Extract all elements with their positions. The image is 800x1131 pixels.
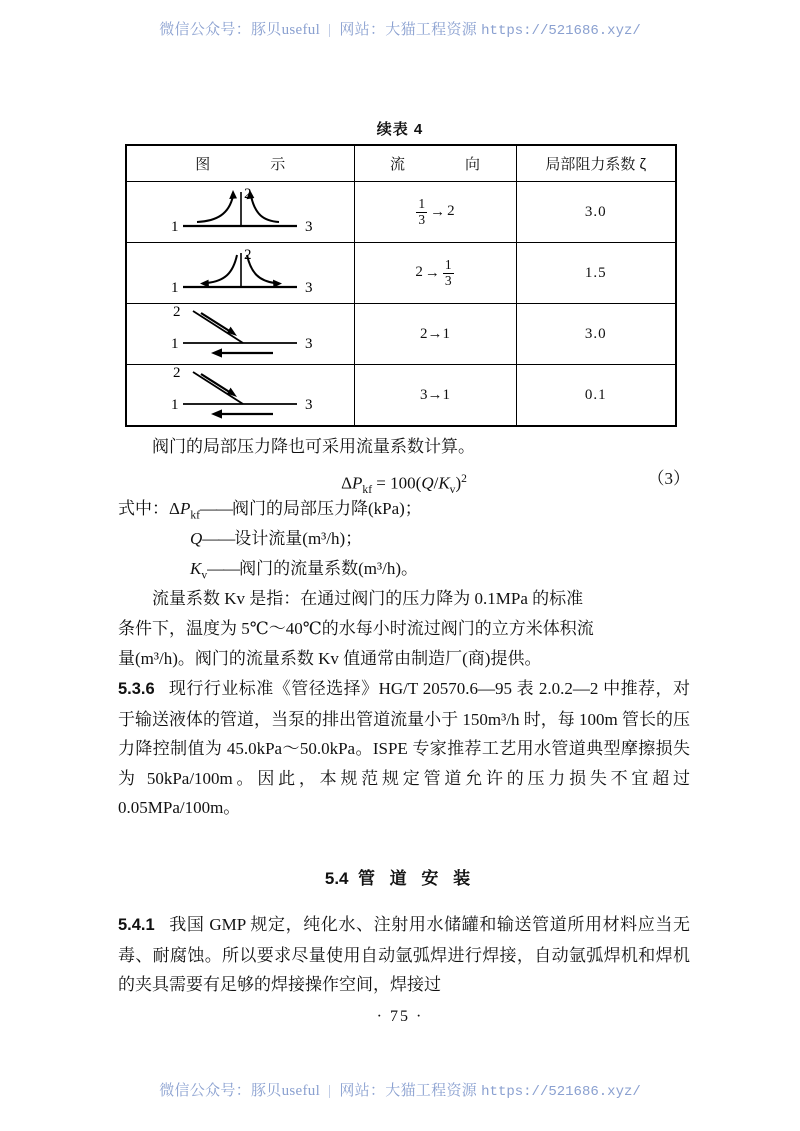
table-row bbox=[126, 365, 676, 427]
para-kv-line-3: 量(m³/h)。阀门的流量系数 Kv 值通常由制造厂(商)提供。 bbox=[118, 649, 542, 668]
direction-target: 2 bbox=[447, 203, 455, 220]
arrow-icon: → bbox=[424, 264, 440, 281]
header-figure: 图 示 bbox=[126, 145, 354, 182]
watermark-footer bbox=[0, 1079, 800, 1100]
watermark-url: https://521686.xyz/ bbox=[481, 1084, 641, 1100]
arrow-icon: → bbox=[430, 203, 446, 220]
figure-label-3: 3 bbox=[305, 397, 313, 413]
para-kv-line-1: 流量系数 Kv 是指：在通过阀门的压力降为 0.1MPa 的标准 bbox=[152, 589, 584, 608]
watermark-site: 网站：大猫工程资源 bbox=[339, 22, 478, 38]
zeta-value: 3.0 bbox=[516, 304, 676, 365]
table-row bbox=[126, 304, 676, 365]
watermark-site: 网站：大猫工程资源 bbox=[339, 1083, 478, 1099]
fraction-one-third: $\frac{1}{3}$ bbox=[418, 196, 426, 227]
clause-number-5-4-1: 5.4.1 bbox=[118, 916, 155, 934]
equation-body: $\Delta P_{kf} = 100(Q/K_v)^2$ bbox=[341, 472, 467, 497]
definition-delta-pkf: 式中：$\Delta P_{kf}——$阀门的局部压力降(kPa)； bbox=[118, 499, 422, 522]
definition-kv: $K_v——$阀门的流量系数(m³/h)。 bbox=[190, 559, 418, 582]
figure-label-1: 1 bbox=[171, 336, 179, 352]
figure-label-3: 3 bbox=[305, 336, 313, 352]
figure-label-1: 1 bbox=[171, 280, 179, 296]
header-direction: 流 向 bbox=[354, 145, 516, 182]
direction-cell bbox=[354, 243, 516, 304]
zeta-value: 3.0 bbox=[516, 182, 676, 243]
watermark-separator: | bbox=[328, 1083, 332, 1099]
table-header-row bbox=[126, 145, 676, 182]
clause-5-3-6 bbox=[118, 674, 690, 823]
figure-label-2: 2 bbox=[244, 186, 252, 202]
page-number: · 75 · bbox=[376, 1008, 424, 1025]
watermark-wechat: 微信公众号：豚贝useful bbox=[159, 1083, 321, 1099]
watermark-header bbox=[0, 18, 800, 39]
figure-label-2: 2 bbox=[173, 366, 181, 381]
watermark-separator: | bbox=[328, 22, 332, 38]
figure-tee-both-into-branch bbox=[126, 182, 354, 243]
figure-label-1: 1 bbox=[171, 219, 179, 235]
definition-text: 阀门的流量系数(m³/h)。 bbox=[239, 559, 418, 578]
figure-label-2: 2 bbox=[173, 305, 181, 320]
zeta-value: 1.5 bbox=[516, 243, 676, 304]
clause-number-5-3-6: 5.3.6 bbox=[118, 680, 155, 698]
header-zeta: 局部阻力系数 ζ bbox=[516, 145, 676, 182]
fraction-one-third: $\frac{1}{3}$ bbox=[444, 257, 452, 288]
watermark-url: https://521686.xyz/ bbox=[481, 23, 641, 39]
table-row bbox=[126, 243, 676, 304]
figure-label-3: 3 bbox=[305, 280, 313, 296]
direction-cell bbox=[354, 182, 516, 243]
clause-5-4-1 bbox=[118, 910, 690, 1000]
para-valve-pressure-drop: 阀门的局部压力降也可采用流量系数计算。 bbox=[152, 437, 475, 456]
table-title: 续表 4 bbox=[376, 121, 424, 138]
resistance-coefficient-table bbox=[125, 144, 675, 427]
zeta-value: 0.1 bbox=[516, 365, 676, 427]
figure-label-1: 1 bbox=[171, 397, 179, 413]
table-row bbox=[126, 182, 676, 243]
definition-text: 阀门的局部压力降(kPa)； bbox=[231, 499, 422, 518]
section-title-5-4: 管 道 安 装 bbox=[357, 869, 476, 888]
equation-number: （3） bbox=[647, 469, 690, 488]
figure-tee-branch-to-both bbox=[126, 243, 354, 304]
watermark-wechat: 微信公众号：豚贝useful bbox=[159, 22, 321, 38]
direction-cell: 2→1 bbox=[354, 304, 516, 365]
figure-label-3: 3 bbox=[305, 219, 313, 235]
definition-text: 设计流量(m³/h)； bbox=[234, 529, 363, 548]
figure-label-2: 2 bbox=[244, 247, 252, 263]
figure-lateral-45-down bbox=[126, 304, 354, 365]
definition-q: Q——设计流量(m³/h)； bbox=[190, 529, 363, 548]
section-heading-5-4 bbox=[0, 864, 800, 889]
section-number-5-4: 5.4 bbox=[324, 869, 349, 888]
para-kv-line-2: 条件下，温度为 5℃～40℃的水每小时流过阀门的立方米体积流 bbox=[118, 619, 594, 638]
clause-text-5-3-6: 现行行业标准《管径选择》HG/T 20570.6—95 表 2.0.2—2 中推荐，对于输送液体的管道，当泵的排出管道流量小于 150m³/h 时，每 100m 管长的压力降控制值为 45.0kPa～50.0kPa。ISPE 专家推荐工艺用水管道典型摩擦损失为 50kPa/100m。因此，本规范规定管道允许的压力损失不宜超过 0.05MPa/100m。 bbox=[118, 679, 691, 817]
direction-cell: 3→1 bbox=[354, 365, 516, 427]
direction-source: 2 bbox=[415, 264, 423, 281]
clause-text-5-4-1: 我国 GMP 规定，纯化水、注射用水储罐和输送管道所用材料应当无毒、耐腐蚀。所以要求尽量使用自动氩弧焊进行焊接，自动氩弧焊机和焊机的夹具需要有足够的焊接操作空间，焊接过 bbox=[118, 915, 691, 994]
figure-lateral-45-down bbox=[126, 365, 354, 427]
where-label: 式中： bbox=[118, 499, 169, 518]
